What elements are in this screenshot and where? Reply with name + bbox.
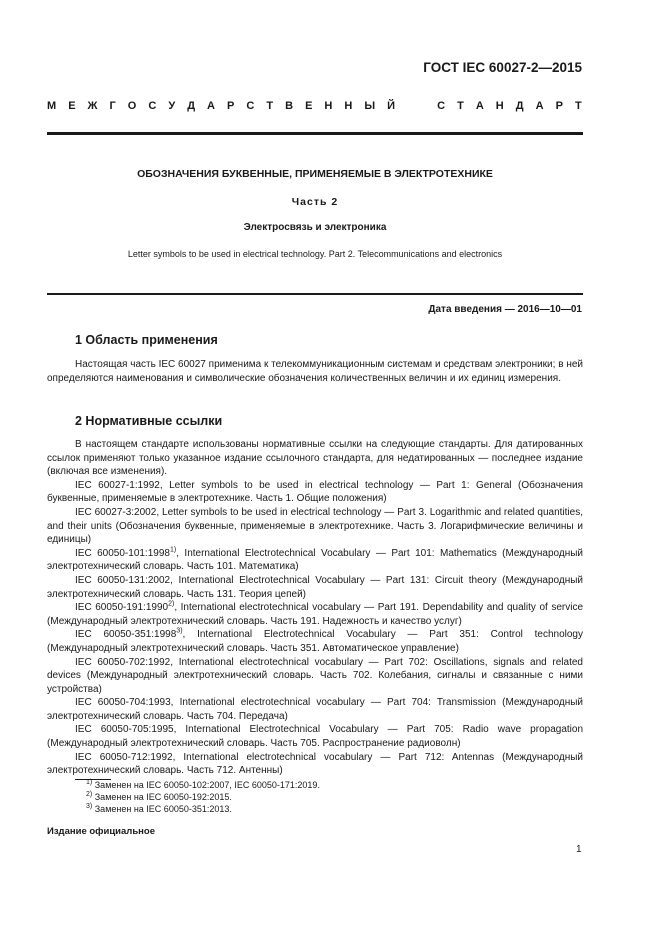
reference-item (47, 601, 583, 628)
heading-letter: Й (387, 100, 396, 112)
heading-letter: М (47, 100, 57, 112)
reference-item (47, 656, 583, 697)
document-subtitle: Электросвязь и электроника (243, 222, 387, 233)
section-1-heading: 1 Область применения (75, 333, 218, 347)
section-1-text (47, 358, 583, 385)
footnote-2: $^{2)}$ Заменен на IEC 60050-192:2015. (86, 791, 232, 802)
heading-letter: Н (324, 100, 333, 112)
reference-code: IEC 60050-101:1998 (75, 547, 170, 559)
heading-letter: Р (227, 100, 235, 112)
reference-item (47, 574, 583, 601)
heading-letter: Т (574, 100, 582, 112)
reference-item (47, 723, 583, 750)
section-2-body (47, 438, 583, 778)
reference-text: , International electrotechnical vocabulary — Part 704: Transmission (Международный электротехнический словарь. Часть 704. Передача) (47, 697, 583, 722)
heading-letter: А (207, 100, 215, 112)
footnote-marker: 1) (169, 546, 177, 554)
heading-letter: Д (187, 100, 196, 112)
english-title: Letter symbols to be used in electrical technology. Part 2. Telecommunications and electronics (127, 249, 503, 259)
introduction-date: Дата введения — 2016—10—01 (428, 304, 582, 315)
reference-code: IEC 60050-704:1993 (75, 697, 171, 709)
heading-letter: Д (515, 100, 524, 112)
heading-letter: Н (495, 100, 504, 112)
reference-code: IEC 60050-191:1990 (75, 602, 169, 614)
heading-letter: Е (305, 100, 313, 112)
reference-text: , International Electrotechnical Vocabulary — Part 351: Control technology (Международный электротехнический словарь. Часть 351. Автоматическое управление) (47, 629, 583, 654)
heading-letter: Ы (364, 100, 376, 112)
heading-letter: О (127, 100, 137, 112)
reference-code: IEC 60050-351:1998 (75, 629, 177, 641)
reference-item (47, 751, 583, 778)
heading-letter: Ж (87, 100, 98, 112)
heading-letter: В (285, 100, 294, 112)
section-2-heading: 2 Нормативные ссылки (75, 414, 223, 428)
edition-label: Издание официальное (47, 826, 155, 837)
section-2-intro: В настоящем стандарте использованы нормативные ссылки на следующие стандарты. Для датированных ссылок применяют только указанное издание ссылочного стандарта, для недатированных — последнее издание (включая все изменения). (47, 439, 583, 478)
reference-code: IEC 60050-712:1992 (75, 751, 173, 763)
title-rule (47, 293, 583, 295)
standard-type-heading (47, 100, 582, 112)
reference-text: , International Electrotechnical Vocabulary — Part 101: Mathematics (Международный электротехнический словарь. Часть 101. Математика) (47, 547, 584, 573)
reference-text: , Letter symbols to be used in electrical technology — Part 1: General (Обозначения буквенные, применяемые в электротехнике. Часть 1. Общие положения) (47, 479, 584, 505)
heading-letter: А (475, 100, 484, 112)
document-title: ОБОЗНАЧЕНИЯ БУКВЕННЫЕ, ПРИМЕНЯЕМЫЕ В ЭЛЕКТРОТЕХНИКЕ (137, 168, 493, 180)
footnote-3: $^{3)}$ Заменен на IEC 60050-351:2013. (86, 803, 232, 814)
heading-letter: У (168, 100, 176, 112)
heading-letter: Т (457, 100, 464, 112)
heading-letter: С (437, 100, 446, 112)
reference-text: , International Electrotechnical Vocabulary — Part 705: Radio wave propagation (Международный электротехнический словарь. Часть 705. Распространение радиоволн) (47, 724, 583, 750)
reference-item (47, 628, 583, 655)
page-number: 1 (576, 844, 582, 855)
reference-code: IEC 60050-705:1995 (75, 724, 174, 736)
heading-letter: Т (266, 100, 274, 112)
heading-letter: А (535, 100, 544, 112)
reference-text: , International Electrotechnical Vocabulary — Part 131: Circuit theory (Международный электротехнический словарь. Часть 131. Теория цепей) (47, 574, 584, 600)
reference-text: , International electrotechnical vocabulary — Part 191. Dependability and quality of service (Международный электротехнический словарь. Часть 191. Надежность и качество услуг) (47, 602, 584, 627)
top-rule (47, 132, 583, 135)
reference-code: IEC 60027-1:1992 (75, 479, 160, 491)
section-1-paragraph: Настоящая часть IEC 60027 применима к телекоммуникационным системам и средствам электроники; в ней определяются наименования и символические обозначения количественных величин и их единиц измерения. (47, 359, 583, 384)
normative-references-list (47, 479, 583, 778)
reference-item (47, 506, 583, 547)
reference-item (47, 696, 583, 723)
reference-item (47, 547, 583, 574)
part-label: Часть 2 (291, 196, 339, 208)
reference-text: , Letter symbols to be used in electrical technology — Part 3. Logarithmic and related quantities, and their units (Обозначения буквенные, применяемые в электротехнике. Часть 3. Логарифмические величины и единицы) (47, 506, 583, 546)
reference-item (47, 479, 583, 506)
heading-letter: Е (68, 100, 76, 112)
heading-letter: Г (109, 100, 116, 112)
word-gap (407, 100, 425, 112)
reference-code: IEC 60027-3:2002 (75, 506, 157, 518)
heading-letter: С (246, 100, 255, 112)
heading-letter: Р (555, 100, 563, 112)
footnote-marker: 2) (168, 600, 175, 608)
reference-text: , International electrotechnical vocabulary — Part 702: Oscillations, signals and related devices (Международный электротехнический словарь. Часть 702. Колебания, сигналы и связанные с ними устройства) (47, 656, 583, 695)
footnote-marker: 3) (176, 627, 183, 635)
reference-code: IEC 60050-131:2002 (75, 574, 171, 586)
reference-text: , International electrotechnical vocabulary — Part 712: Antennas (Международный электротехнический словарь. Часть 712. Антенны) (47, 751, 584, 777)
heading-letter: С (148, 100, 157, 112)
reference-code: IEC 60050-702:1992 (75, 656, 171, 668)
document-code: ГОСТ IEC 60027-2—2015 (423, 60, 582, 75)
heading-letter: Н (344, 100, 353, 112)
footnote-1: $^{1)}$ Заменен на IEC 60050-102:2007, IEC 60050-171:2019. (86, 779, 320, 790)
